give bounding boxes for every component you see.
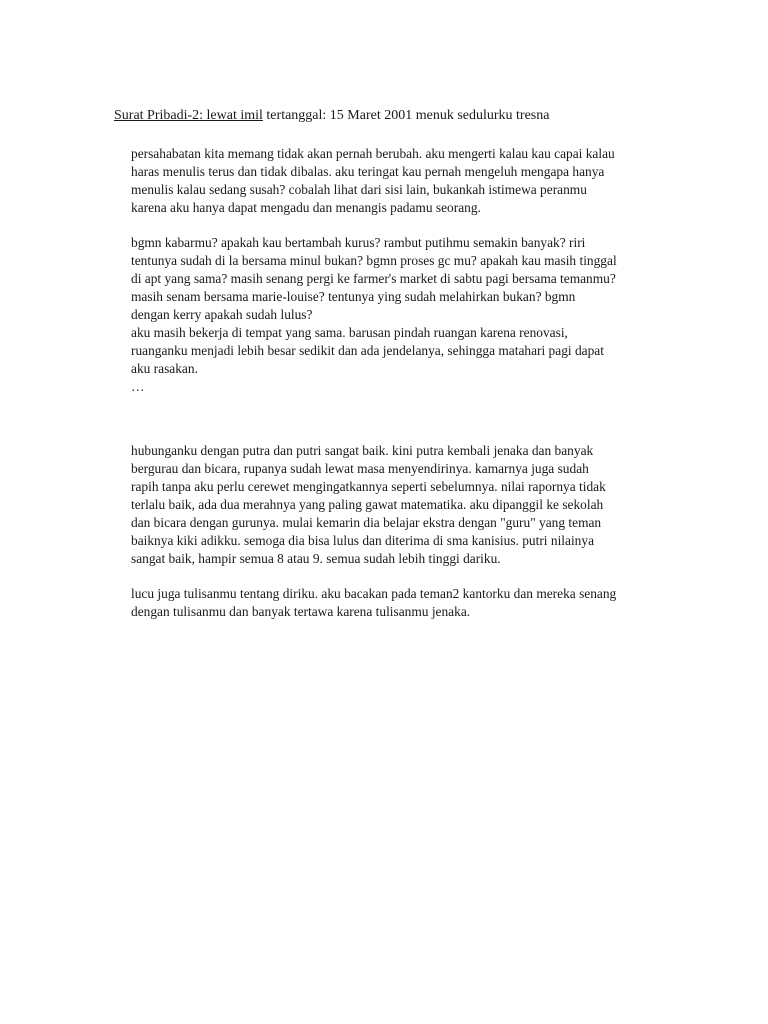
letter-heading <box>114 107 549 125</box>
text-line: dengan kerry apakah sudah lulus? <box>131 307 313 322</box>
text-line: hubunganku dengan putra dan putri sangat baik. kini putra kembali jenaka dan banyak <box>131 443 594 458</box>
paragraph-1 <box>131 145 661 217</box>
text-line: dengan tulisanmu dan banyak tertawa karena tulisanmu jenaka. <box>131 604 471 619</box>
text-line: baiknya kiki adikku. semoga dia bisa lulus dan diterima di sma kanisius. putri nilainya <box>131 533 595 548</box>
text-line: dan bicara dengan gurunya. mulai kemarin dia belajar ekstra dengan "guru" yang teman <box>131 515 602 530</box>
paragraph-4 <box>131 585 661 621</box>
text-line: karena aku hanya dapat mengadu dan menangis padamu seorang. <box>131 200 481 215</box>
text-line: menulis kalau sedang susah? cobalah lihat dari sisi lain, bukankah istimewa peranmu <box>131 182 587 197</box>
paragraph-3 <box>131 442 661 568</box>
text-line: lucu juga tulisanmu tentang diriku. aku bacakan pada teman2 kantorku dan mereka senang <box>131 586 617 601</box>
text-line: persahabatan kita memang tidak akan pernah berubah. aku mengerti kalau kau capai kalau <box>131 146 615 161</box>
paragraph-2 <box>131 234 661 396</box>
letter-title-rest: tertanggal: 15 Maret 2001 menuk sedulurku tresna <box>262 108 550 123</box>
text-line: aku rasakan. <box>131 361 198 376</box>
text-line: sangat baik, hampir semua 8 atau 9. semua sudah lebih tinggi dariku. <box>131 551 501 566</box>
text-line: di apt yang sama? masih senang pergi ke farmer's market di sabtu pagi bersama temanmu? <box>131 271 616 286</box>
text-line: terlalu baik, ada dua merahnya yang paling gawat matematika. aku dipanggil ke sekolah <box>131 497 604 512</box>
text-line: ruanganku menjadi lebih besar sedikit dan ada jendelanya, sehingga matahari pagi dapat <box>131 343 604 358</box>
text-line: haras menulis terus dan tidak dibalas. aku teringat kau pernah mengeluh mengapa hanya <box>131 164 605 179</box>
text-line: bergurau dan bicara, rupanya sudah lewat masa menyendirinya. kamarnya juga sudah <box>131 461 589 476</box>
text-line: bgmn kabarmu? apakah kau bertambah kurus? rambut putihmu semakin banyak? riri <box>131 235 586 250</box>
text-line: tentunya sudah di la bersama minul bukan? bgmn proses gc mu? apakah kau masih tinggal <box>131 253 617 268</box>
text-line: aku masih bekerja di tempat yang sama. barusan pindah ruangan karena renovasi, <box>131 325 568 340</box>
text-line: rapih tanpa aku perlu cerewet mengingatkannya seperti sebelumnya. nilai rapornya tidak <box>131 479 606 494</box>
ellipsis: … <box>131 379 145 394</box>
letter-title-underlined: Surat Pribadi-2: lewat imil <box>114 108 263 123</box>
text-line: masih senam bersama marie-louise? tentunya ying sudah melahirkan bukan? bgmn <box>131 289 576 304</box>
